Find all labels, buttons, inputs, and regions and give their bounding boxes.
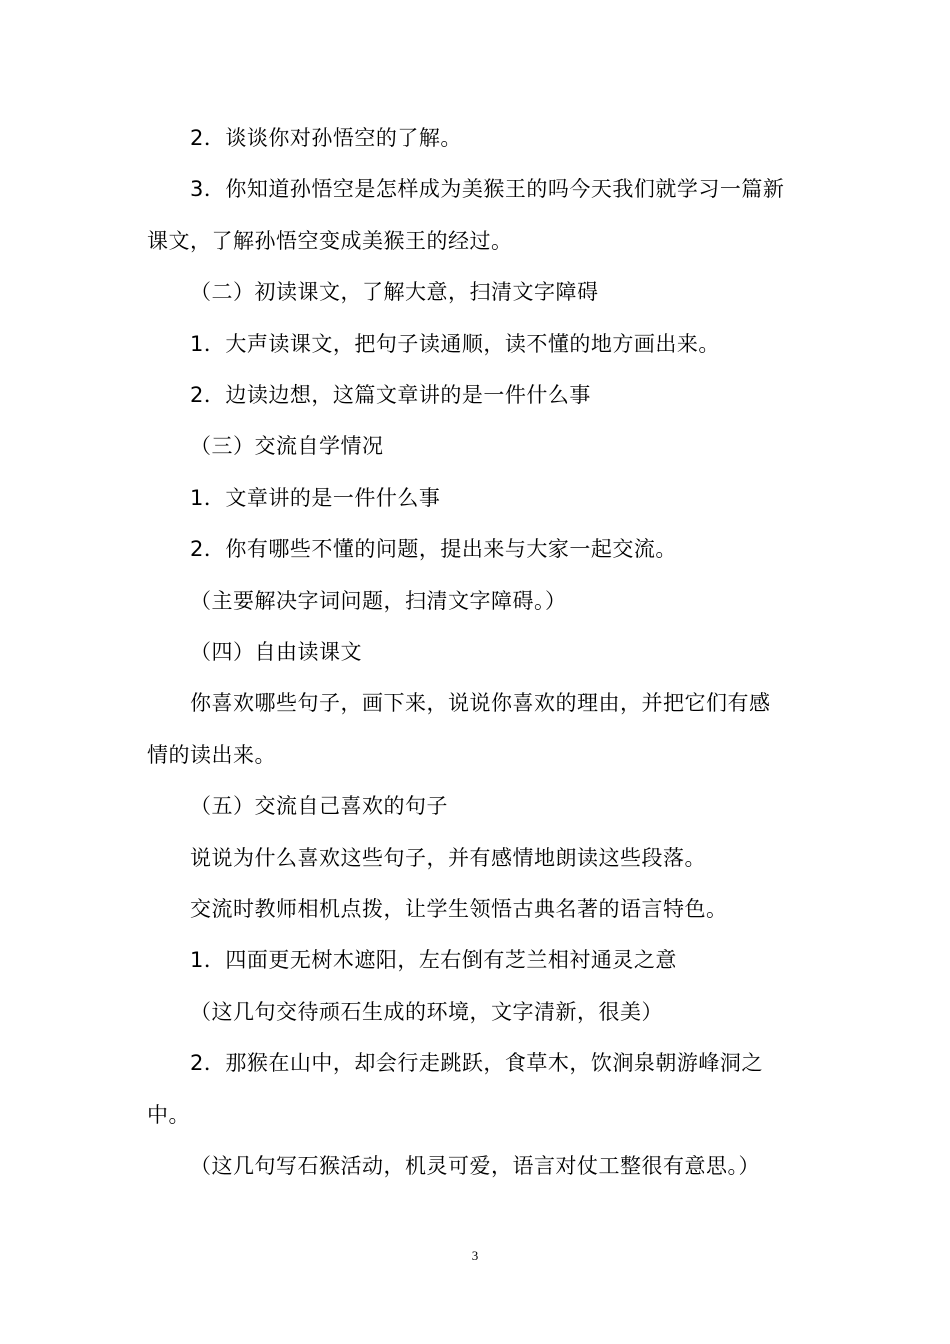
text-line: 2．你有哪些不懂的问题，提出来与大家一起交流。 (190, 537, 677, 561)
section-heading: （三）交流自学情况 (190, 434, 384, 458)
section-heading: （二）初读课文，了解大意，扫清文字障碍 (190, 280, 599, 304)
section-heading: （四）自由读课文 (190, 640, 362, 664)
text-line: 说说为什么喜欢这些句子，并有感情地朗读这些段落。 (190, 846, 706, 870)
text-line: 课文，了解孙悟空变成美猴王的经过。 (147, 229, 513, 253)
text-line: 你喜欢哪些句子，画下来，说说你喜欢的理由，并把它们有感 (190, 691, 771, 715)
text-line: 3．你知道孙悟空是怎样成为美猴王的吗今天我们就学习一篇新 (190, 177, 785, 201)
text-line: （这几句交待顽石生成的环境，文字清新，很美） (190, 1000, 663, 1024)
text-line: （这几句写石猴活动，机灵可爱，语言对仗工整很有意思。） (190, 1154, 760, 1178)
text-line: （主要解决字词问题，扫清文字障碍。） (190, 589, 567, 613)
section-heading: （五）交流自己喜欢的句子 (190, 794, 448, 818)
text-line: 交流时教师相机点拨，让学生领悟古典名著的语言特色。 (190, 897, 728, 921)
text-line: 中。 (147, 1103, 190, 1127)
text-line: 1．四面更无树木遮阳，左右倒有芝兰相衬通灵之意 (190, 948, 677, 972)
text-line: 1．文章讲的是一件什么事 (190, 486, 441, 510)
text-line: 1．大声读课文，把句子读通顺，读不懂的地方画出来。 (190, 332, 720, 356)
text-line: 情的读出来。 (147, 743, 276, 767)
page-number: 3 (471, 1248, 479, 1263)
text-line: 2．边读边想，这篇文章讲的是一件什么事 (190, 383, 591, 407)
text-line: 2．那猴在山中，却会行走跳跃，食草木，饮涧泉朝游峰洞之 (190, 1051, 763, 1075)
text-line: 2．谈谈你对孙悟空的了解。 (190, 126, 462, 150)
